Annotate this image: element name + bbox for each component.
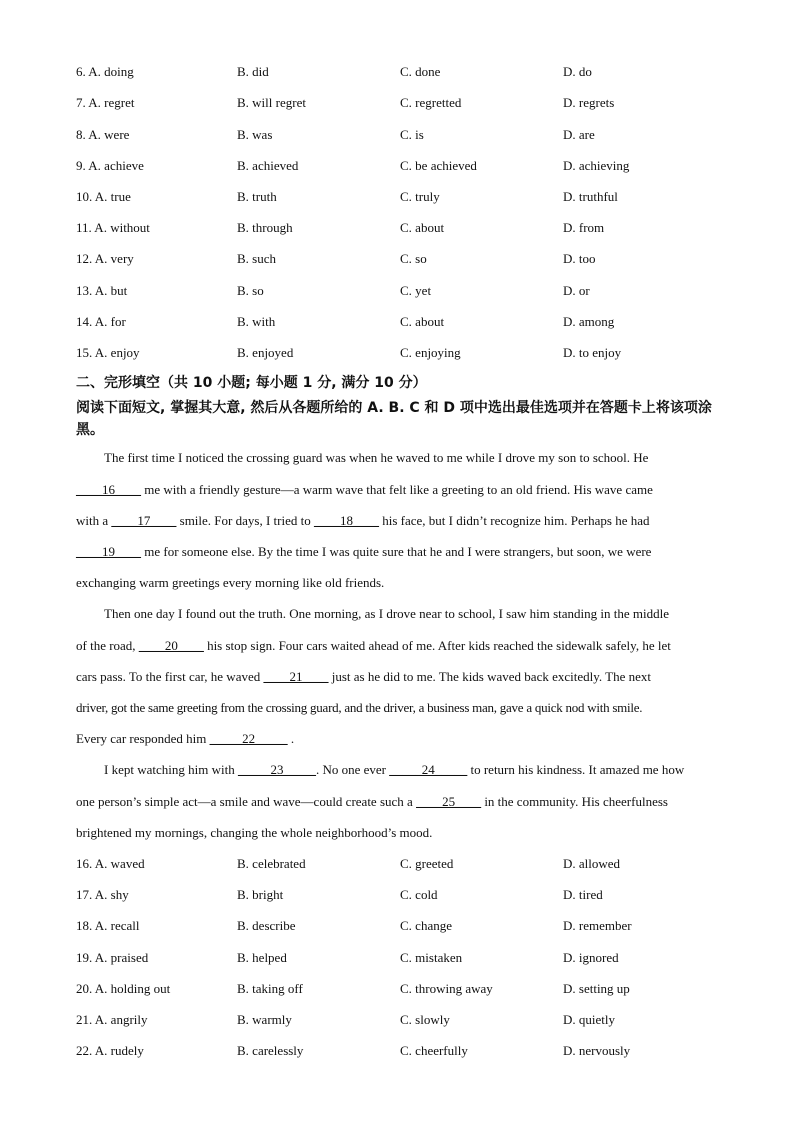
blank-17: ____17____	[111, 513, 177, 528]
option-row-18	[76, 916, 756, 936]
option-b: B. with	[237, 314, 276, 329]
passage-line	[76, 729, 719, 749]
option-row-12	[76, 249, 756, 269]
option-row-16	[76, 854, 756, 874]
blank-22: _____22_____	[209, 731, 288, 746]
option-c: C. truly	[400, 189, 440, 204]
passage-line	[76, 480, 719, 500]
option-a: 9. A. achieve	[76, 158, 144, 173]
option-c: C. done	[400, 64, 441, 79]
option-d: D. achieving	[563, 158, 630, 173]
passage-text: Every car responded him	[76, 731, 210, 746]
option-row-21	[76, 1010, 756, 1030]
option-b: B. truth	[237, 189, 277, 204]
blank-24: _____24_____	[389, 762, 468, 777]
option-b: B. celebrated	[237, 856, 306, 871]
passage-text: driver, got the same greeting from the crossing guard, and the driver, a business man, gave a quick nod with smile.	[76, 700, 643, 715]
option-d: D. ignored	[563, 950, 619, 965]
option-a: 11. A. without	[76, 220, 150, 235]
option-a: 13. A. but	[76, 283, 128, 298]
option-c: C. so	[400, 251, 427, 266]
option-row-22	[76, 1041, 756, 1061]
passage-line	[76, 667, 719, 687]
option-row-9	[76, 156, 756, 176]
option-d: D. nervously	[563, 1043, 631, 1058]
option-a: 19. A. praised	[76, 950, 149, 965]
option-a: 22. A. rudely	[76, 1043, 144, 1058]
option-c: C. change	[400, 918, 452, 933]
option-b: B. enjoyed	[237, 345, 294, 360]
passage-text: smile. For days, I tried to	[176, 513, 314, 528]
option-a: 10. A. true	[76, 189, 131, 204]
passage-text: in the community. His cheerfulness	[481, 794, 668, 809]
option-row-10	[76, 187, 756, 207]
option-c: C. is	[400, 127, 424, 142]
option-d: D. truthful	[563, 189, 618, 204]
section-title: 二、完形填空（共 10 小题; 每小题 1 分, 满分 10 分）	[76, 375, 427, 391]
blank-19: ____19____	[76, 544, 141, 559]
option-c: C. yet	[400, 283, 432, 298]
blank-20: ____20____	[138, 638, 204, 653]
option-a: 18. A. recall	[76, 918, 140, 933]
option-row-8	[76, 125, 756, 145]
passage-text: cars pass. To the first car, he waved	[76, 669, 264, 684]
passage-text: brightened my mornings, changing the whole neighborhood’s mood.	[76, 825, 433, 840]
passage-line	[76, 823, 719, 843]
passage-line	[104, 760, 719, 780]
passage-line	[76, 573, 719, 593]
passage-text: .	[287, 731, 295, 746]
passage-text: me with a friendly gesture—a warm wave that felt like a greeting to an old friend. His wave came	[141, 482, 653, 497]
passage-line	[76, 792, 719, 812]
option-d: D. among	[563, 314, 615, 329]
option-c: C. cheerfully	[400, 1043, 468, 1058]
option-row-13	[76, 281, 756, 301]
option-d: D. regrets	[563, 95, 615, 110]
option-b: B. through	[237, 220, 293, 235]
passage-text: The first time I noticed the crossing guard was when he waved to me while I drove my son to school. He	[104, 450, 649, 465]
option-a: 17. A. shy	[76, 887, 129, 902]
passage-text: I kept watching him with	[104, 762, 238, 777]
option-c: C. cold	[400, 887, 438, 902]
passage-text: . No one ever	[315, 762, 390, 777]
option-a: 16. A. waved	[76, 856, 145, 871]
option-d: D. remember	[563, 918, 632, 933]
passage-text: exchanging warm greetings every morning like old friends.	[76, 575, 385, 590]
option-c: C. slowly	[400, 1012, 450, 1027]
passage-line	[76, 511, 719, 531]
blank-18: ____18____	[313, 513, 379, 528]
option-b: B. did	[237, 64, 269, 79]
passage-line	[104, 604, 719, 624]
option-b: B. carelessly	[237, 1043, 304, 1058]
option-d: D. too	[563, 251, 596, 266]
option-c: C. throwing away	[400, 981, 493, 996]
option-d: D. or	[563, 283, 590, 298]
passage-text: one person’s simple act—a smile and wave—could create such a	[76, 794, 417, 809]
option-c: C. mistaken	[400, 950, 463, 965]
option-c: C. greeted	[400, 856, 454, 871]
blank-23: _____23_____	[237, 762, 316, 777]
option-a: 6. A. doing	[76, 64, 134, 79]
option-a: 20. A. holding out	[76, 981, 171, 996]
option-d: D. to enjoy	[563, 345, 622, 360]
option-d: D. do	[563, 64, 592, 79]
passage-text: his stop sign. Four cars waited ahead of me. After kids reached the sidewalk safely, he let	[203, 638, 671, 653]
option-row-14	[76, 312, 756, 332]
passage-text: me for someone else. By the time I was quite sure that he and I were strangers, but soon, we were	[141, 544, 652, 559]
passage-text: to return his kindness. It amazed me how	[467, 762, 685, 777]
option-b: B. bright	[237, 887, 284, 902]
option-c: C. enjoying	[400, 345, 461, 360]
passage-text: his face, but I didn’t recognize him. Perhaps he had	[378, 513, 650, 528]
option-b: B. achieved	[237, 158, 299, 173]
option-b: B. warmly	[237, 1012, 292, 1027]
option-a: 21. A. angrily	[76, 1012, 148, 1027]
option-row-11	[76, 218, 756, 238]
passage-line	[104, 448, 719, 468]
option-b: B. will regret	[237, 95, 306, 110]
option-c: C. about	[400, 314, 445, 329]
option-b: B. helped	[237, 950, 287, 965]
option-a: 7. A. regret	[76, 95, 135, 110]
option-row-19	[76, 948, 756, 968]
option-b: B. such	[237, 251, 276, 266]
option-a: 14. A. for	[76, 314, 126, 329]
passage-line	[76, 636, 719, 656]
option-row-15	[76, 343, 756, 363]
option-b: B. was	[237, 127, 273, 142]
option-c: C. be achieved	[400, 158, 477, 173]
passage-text: with a	[76, 513, 112, 528]
option-a: 12. A. very	[76, 251, 134, 266]
option-b: B. describe	[237, 918, 296, 933]
option-row-20	[76, 979, 756, 999]
option-b: B. taking off	[237, 981, 303, 996]
passage-text: of the road,	[76, 638, 139, 653]
option-row-17	[76, 885, 756, 905]
option-d: D. from	[563, 220, 605, 235]
option-row-7	[76, 93, 756, 113]
blank-16: ____16____	[76, 482, 141, 497]
blank-21: ____21____	[263, 669, 329, 684]
option-d: D. are	[563, 127, 595, 142]
passage-line	[76, 698, 719, 718]
passage-text: Then one day I found out the truth. One morning, as I drove near to school, I saw him standing in the middle	[104, 606, 670, 621]
section-instruction: 阅读下面短文, 掌握其大意, 然后从各题所给的 A. B. C 和 D 项中选出最佳选项并在答题卡上将该项涂黑。	[76, 400, 712, 438]
passage-text: just as he did to me. The kids waved back excitedly. The next	[328, 669, 651, 684]
option-c: C. about	[400, 220, 445, 235]
option-row-6	[76, 62, 756, 82]
blank-25: ____25____	[416, 794, 482, 809]
option-c: C. regretted	[400, 95, 462, 110]
option-d: D. quietly	[563, 1012, 615, 1027]
option-b: B. so	[237, 283, 264, 298]
option-d: D. tired	[563, 887, 603, 902]
option-d: D. allowed	[563, 856, 621, 871]
option-a: 15. A. enjoy	[76, 345, 140, 360]
option-d: D. setting up	[563, 981, 630, 996]
passage-line	[76, 542, 719, 562]
option-a: 8. A. were	[76, 127, 130, 142]
